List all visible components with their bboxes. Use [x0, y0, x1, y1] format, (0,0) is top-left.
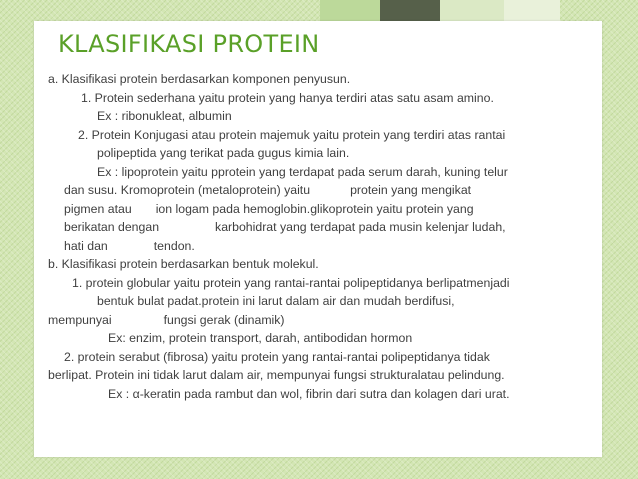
example-text: [48, 218, 596, 237]
example-text: [48, 181, 596, 200]
text-segment: pigmen atau: [64, 201, 132, 216]
section-b-heading: b. Klasifikasi protein berdasarkan bentuk molekul.: [48, 257, 319, 271]
list-item: 2. protein serabut (fibrosa) yaitu protein yang rantai-rantai polipeptidanya tidak: [64, 349, 490, 364]
text-segment: tendon.: [153, 238, 195, 253]
slide-body: [48, 70, 596, 403]
example-text: Ex: enzim, protein transport, darah, antibodidan hormon: [108, 331, 413, 345]
text-segment: ion logam pada hemoglobin.glikoprotein yaitu protein yang: [155, 201, 474, 216]
example-text: [48, 237, 596, 256]
section-a-heading: a. Klasifikasi protein berdasarkan komponen penyusun.: [48, 72, 351, 86]
slide-title: KLASIFIKASI PROTEIN: [58, 30, 320, 58]
list-item-continuation: berlipat. Protein ini tidak larut dalam air, mempunyai fungsi strukturalatau pelindung.: [48, 368, 505, 382]
list-item: 1. Protein sederhana yaitu protein yang hanya terdiri atas satu asam amino.: [81, 90, 494, 105]
list-item: 2. Protein Konjugasi atau protein majemuk yaitu protein yang terdiri atas rantai: [78, 127, 506, 142]
text-segment: dan susu. Kromoprotein (metaloprotein) yaitu: [64, 183, 311, 197]
text-segment: hati dan: [64, 238, 108, 253]
list-item-continuation: [48, 311, 596, 330]
text-segment: protein yang mengikat: [350, 183, 472, 197]
text-segment: mempunyai: [48, 312, 112, 327]
list-item: 1. protein globular yaitu protein yang rantai-rantai polipeptidanya berlipatmenjadi: [72, 275, 510, 290]
example-text: Ex : α-keratin pada rambut dan wol, fibrin dari sutra dan kolagen dari urat.: [108, 386, 510, 401]
text-segment: fungsi gerak (dinamik): [163, 312, 285, 327]
example-text: [48, 200, 596, 219]
list-item-continuation: polipeptida yang terikat pada gugus kimia lain.: [97, 146, 350, 160]
text-segment: karbohidrat yang terdapat pada musin kelenjar ludah,: [215, 220, 506, 234]
example-text: Ex : lipoprotein yaitu pprotein yang terdapat pada serum darah, kuning telur: [97, 164, 508, 179]
list-item-continuation: bentuk bulat padat.protein ini larut dalam air dan mudah berdifusi,: [97, 294, 455, 308]
example-text: Ex : ribonukleat, albumin: [97, 109, 232, 123]
text-segment: berikatan dengan: [64, 220, 160, 234]
